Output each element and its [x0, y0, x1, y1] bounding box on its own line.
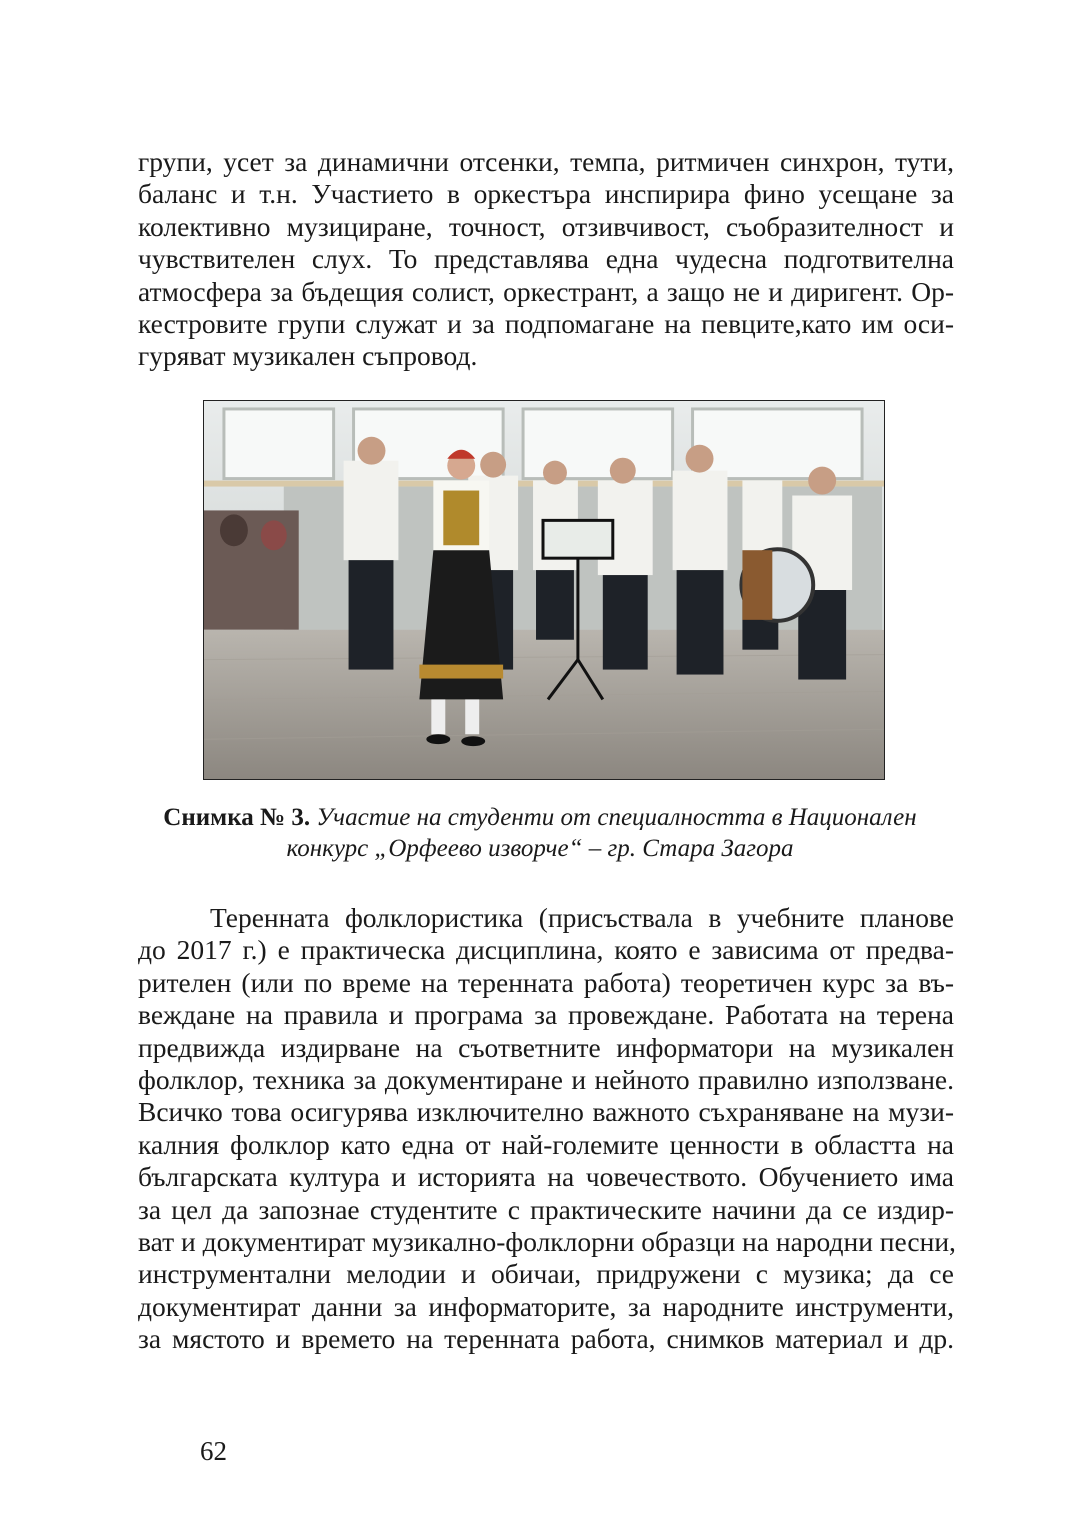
text-line: веждане на правила и програма за провеждане. Работата на терена — [138, 999, 954, 1031]
page-number: 62 — [200, 1436, 227, 1466]
caption-line-1 — [100, 802, 980, 833]
paragraph-orchestra — [138, 146, 954, 373]
text-line: за мястото и времето на теренната работа, снимков материал и др. — [138, 1323, 954, 1355]
text-line: рителен (или по време на теренната работа) теоретичен курс за въ- — [138, 966, 954, 998]
caption-title: Участие на студенти от специалността в Национален — [316, 804, 917, 831]
text-line: Теренната фолклористика (присъствала в учебните планове — [210, 902, 954, 933]
text-line: фолклор, техника за документиране и нейното правилно използване. — [138, 1064, 954, 1096]
text-line: гуряват музикален съпровод. — [138, 340, 478, 372]
text-line: кестровите групи служат и за подпомагане на певците,като им оси- — [138, 308, 954, 340]
text-line: Всичко това осигурява изключително важното съхраняване на музи- — [138, 1096, 954, 1128]
text-line: групи, усет за динамични отсенки, темпа, ритмичен синхрон, тути, — [138, 146, 954, 177]
photo-folk-ensemble — [203, 400, 885, 780]
text-line: калния фолклор като една от най-големите ценности в областта на — [138, 1128, 954, 1160]
paragraph-field-folkloristics — [138, 902, 954, 1356]
text-line: колективно музициране, точност, отзивчивост, съобразителност и — [138, 210, 954, 242]
text-line: българската култура и историята на човечеството. Обучението има — [138, 1161, 954, 1193]
text-line: до 2017 г.) е практическа дисциплина, която е зависима от предва- — [138, 934, 954, 966]
text-line: атмосфера за бъдещия солист, оркестрант, а защо не и диригент. Ор- — [138, 275, 954, 307]
caption-label: Снимка № 3. — [163, 804, 311, 831]
text-line: баланс и т.н. Участието в оркестъра инспирира фино усещане за — [138, 178, 954, 210]
caption-line-2: конкурс „Орфеево изворче“ – гр. Стара Загора — [286, 835, 794, 862]
text-line: инструментални мелодии и обичаи, придружени с музика; да се — [138, 1258, 954, 1290]
text-line: за цел да запознае студентите с практическите начини да се издир- — [138, 1193, 954, 1225]
text-line: предвижда издирване на съответните информатори на музикален — [138, 1031, 954, 1063]
text-line: документират данни за информаторите, за народните инструменти, — [138, 1290, 954, 1322]
figure-caption — [100, 802, 980, 864]
photo-illustration — [204, 401, 884, 779]
text-line: чувствителен слух. То представлява една чудесна подготвителна — [138, 243, 954, 275]
text-line: ват и документират музикално-фолклорни образци на народни песни, — [138, 1226, 956, 1258]
